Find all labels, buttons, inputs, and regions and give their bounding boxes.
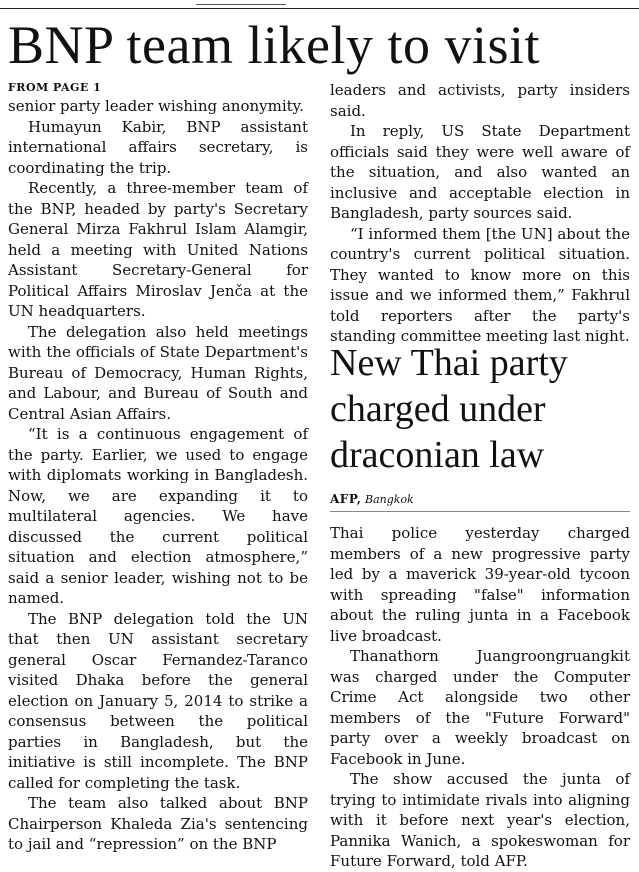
article2-paragraph: Thanathorn Juangroongruangkit was charged under the Computer Crime Act alongside two other members of the "Future Forward" party over a weekly broadcast on Facebook in June. [330,647,630,768]
article1-paragraph: The BNP delegation told the UN that then UN assistant secretary general Oscar Fernandez-Taranco visited Dhaka before the general election on January 5, 2014 to strike a consensus between the political parties in Bangladesh, but the initiative is still incomplete. The BNP called for completing the task. [8,609,308,792]
article1-left-column [8,80,308,855]
article1-paragraph: Recently, a three-member team of the BNP, headed by party's Secretary General Mirza Fakhrul Islam Alamgir, held a meeting with United Nations Assistant Secretary-General for Political Affairs Miroslav Jenča at the UN headquarters. [8,179,308,320]
article2-byline [330,491,630,512]
article1-headline: BNP team likely to visit [8,15,540,75]
article1-right-column [330,80,630,347]
article1-paragraph: Humayun Kabir, BNP assistant international affairs secretary, is coordinating the trip. [8,117,308,177]
article1-paragraph: “It is a continuous engagement of the party. Earlier, we used to engage with diplomats working in Bangladesh. Now, we are expanding it to multilateral agencies. We have discussed the current political situation and election atmosphere,” said a senior leader, wishing not to be named. [8,425,308,607]
article2-paragraph: The show accused the junta of trying to intimidate rivals into aligning with it before next year's election, Pannika Wanich, a spokeswoman for Future Forward, told AFP. [330,770,630,870]
article2-agency: AFP, [330,492,362,506]
article2-headline: New Thai party charged under draconian law [330,342,568,476]
article1-dateline: FROM PAGE 1 [8,81,102,94]
page-top-mark [196,0,286,5]
article1-paragraph: The team also talked about BNP Chairperson Khaleda Zia's sentencing to jail and “repression” on the BNP [8,794,308,853]
article1-paragraph: The delegation also held meetings with the officials of State Department's Bureau of Democracy, Human Rights, and Labour, and Bureau of South and Central Asian Affairs. [8,322,308,423]
article2-place: Bangkok [364,493,414,506]
article2-paragraph: Thai police yesterday charged members of a new progressive party led by a maverick 39-year-old tycoon with spreading "false" information about the ruling junta in a Facebook live broadcast. [330,524,630,645]
article1-paragraph: leaders and activists, party insiders said. [330,81,630,120]
article2-body [330,523,630,872]
article1-paragraph: “I informed them [the UN] about the country's current political situation. They wanted to know more on this issue and we informed them,” Fakhrul told reporters after the party's standing committee meeting last night. [330,224,630,345]
page-top-rule [0,8,639,9]
article1-paragraph: In reply, US State Department officials said they were well aware of the situation, and also wanted an inclusive and acceptable election in Bangladesh, party sources said. [330,122,630,222]
article1-paragraph: senior party leader wishing anonymity. [8,97,304,115]
